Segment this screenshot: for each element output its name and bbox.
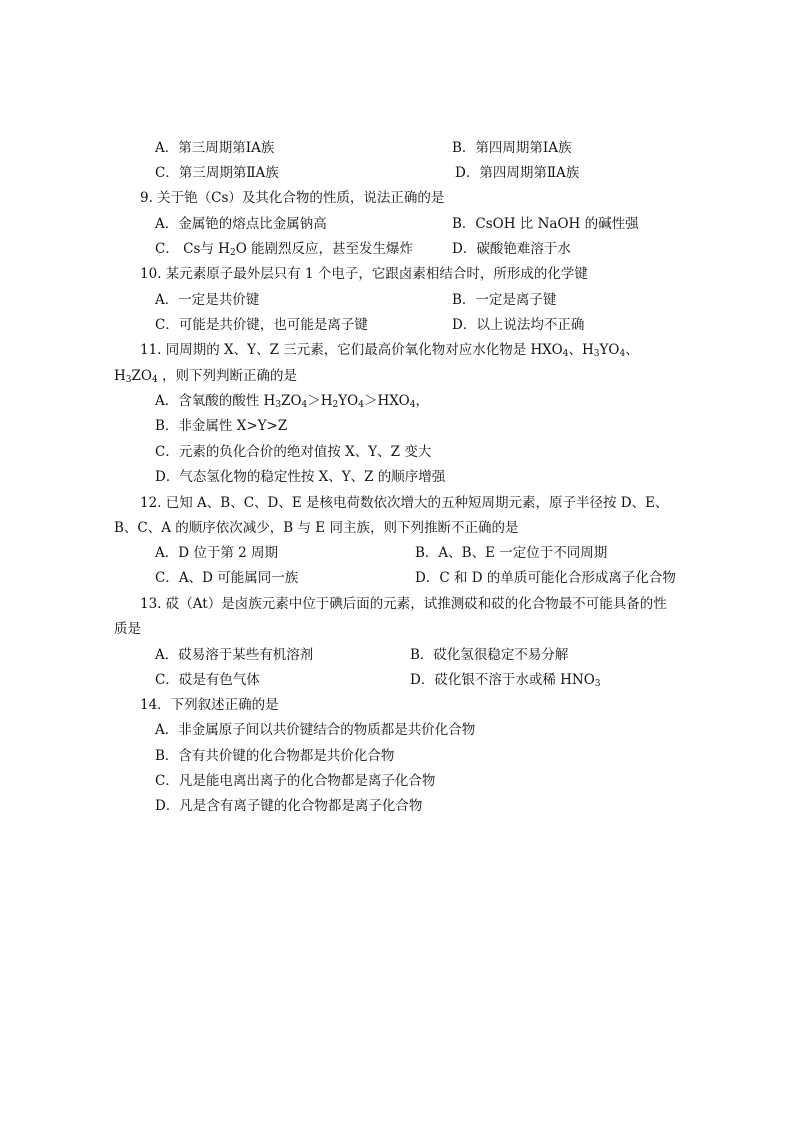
q13-option-d — [410, 671, 601, 689]
q10-option-b: B．一定是离子键 — [452, 292, 557, 308]
q14-option-b: B．含有共价键的化合物都是共价化合物 — [155, 748, 395, 764]
q11-a-part4: YO — [338, 393, 359, 409]
q8-option-c: C．第三周期第ⅡA族 — [155, 165, 279, 181]
q11-stem-sub1: 4 — [562, 349, 569, 359]
q11-option-d: D．气态氢化物的稳定性按 X、Y、Z 的顺序增强 — [155, 469, 446, 485]
q11-option-c: C．元素的负化合价的绝对值按 X、Y、Z 变大 — [155, 444, 432, 460]
q10-option-d: D．以上说法均不正确 — [452, 317, 585, 333]
q12-stem-line1: 12. 已知 A、B、C、D、E 是核电荷数依次增大的五种短周期元素，原子半径按 D、E、 — [140, 495, 669, 511]
q13-d-text: D．砹化银不溶于水或稀 HNO — [410, 672, 595, 688]
q13-option-b: B．砹化氢很稳定不易分解 — [410, 647, 569, 663]
q9-option-b: B．CsOH 比 NaOH 的碱性强 — [452, 216, 639, 232]
q12-stem-line2: B、C、A 的顺序依次减少，B 与 E 同主族，则下列推断不正确的是 — [114, 520, 519, 536]
q13-stem-line2: 质是 — [114, 621, 141, 637]
q9-c-subscript: 2 — [229, 248, 236, 258]
q11-option-b: B．非金属性 X>Y>Z — [155, 418, 288, 434]
q11-stem2-sub2: 4 — [151, 375, 158, 385]
q11-stem2-part2: ZO — [131, 368, 152, 384]
q11-a-sub1: 3 — [275, 400, 282, 410]
q8-option-d: D．第四周期第ⅡA族 — [455, 165, 580, 181]
q9-option-d: D．碳酸铯难溶于水 — [452, 241, 571, 257]
q13-stem-line1: 13. 砹（At）是卤族元素中位于碘后面的元素，试推测砹和砹的化合物最不可能具备的性 — [140, 596, 667, 612]
q11-a-sub4: 4 — [358, 400, 364, 410]
q10-stem: 10. 某元素原子最外层只有 1 个电子，它跟卤素相结合时，所形成的化学键 — [140, 266, 588, 282]
q12-option-d: D．C 和 D 的单质可能化合形成离子化合物 — [415, 570, 676, 586]
q14-option-a: A．非金属原子间以共价键结合的物质都是共价化合物 — [155, 722, 476, 738]
q9-option-c — [155, 240, 413, 258]
q14-option-c: C．凡是能电离出离子的化合物都是离子化合物 — [155, 773, 436, 789]
q9-option-a: A．金属铯的熔点比金属钠高 — [155, 216, 327, 232]
q11-stem-part1: 11. 同周期的 X、Y、Z 三元素，它们最高价氧化物对应水化物是 HXO — [140, 342, 563, 358]
q11-a-part3: ＞H — [307, 393, 333, 409]
q9-c-text-1: C． Cs与 H — [155, 241, 230, 257]
q12-option-b: B．A、B、E 一定位于不同周期 — [415, 545, 608, 561]
q11-stem-part3: YO — [599, 342, 620, 358]
q12-option-a: A．D 位于第 2 周期 — [155, 545, 279, 561]
q13-d-subscript: 3 — [594, 679, 601, 689]
q13-option-a: A．砹易溶于某些有机溶剂 — [155, 647, 314, 663]
q11-a-part1: A．含氧酸的酸性 H — [155, 393, 276, 409]
q10-option-a: A．一定是共价键 — [155, 292, 260, 308]
q11-stem2-part1: H — [114, 368, 126, 384]
q11-a-part6: ， — [415, 393, 429, 409]
q11-stem-sub2: 3 — [593, 349, 600, 359]
q11-stem2-part3: ，则下列判断正确的是 — [157, 368, 297, 384]
q11-stem2-sub1: 3 — [125, 375, 132, 385]
q11-stem-part2: 、H — [568, 342, 594, 358]
q10-option-c: C．可能是共价键，也可能是离子键 — [155, 317, 368, 333]
q13-option-c: C．砹是有色气体 — [155, 672, 260, 688]
q9-stem: 9. 关于铯（Cs）及其化合物的性质，说法正确的是 — [140, 190, 445, 206]
q9-c-text-2: O 能剧烈反应，甚至发生爆炸 — [235, 241, 414, 257]
q11-stem-part4: 、 — [625, 342, 639, 358]
q11-stem-line1 — [140, 341, 639, 359]
q11-a-sub2: 4 — [301, 400, 308, 410]
q11-a-sub3: 2 — [332, 400, 339, 410]
q12-option-c: C．A、D 可能属同一族 — [155, 570, 299, 586]
q11-a-part5: ＞HXO — [363, 393, 410, 409]
q8-option-b: B．第四周期第ⅠA族 — [452, 140, 572, 156]
q11-stem-line2 — [114, 367, 297, 385]
q11-option-a — [155, 392, 429, 410]
q11-stem-sub3: 4 — [619, 349, 626, 359]
q14-stem: 14．下列叙述正确的是 — [140, 697, 279, 713]
q8-option-a: A．第三周期第ⅠA族 — [155, 140, 275, 156]
q11-a-sub5: 4 — [409, 400, 416, 410]
q11-a-part2: ZO — [281, 393, 302, 409]
q14-option-d: D．凡是含有离子键的化合物都是离子化合物 — [155, 798, 423, 814]
